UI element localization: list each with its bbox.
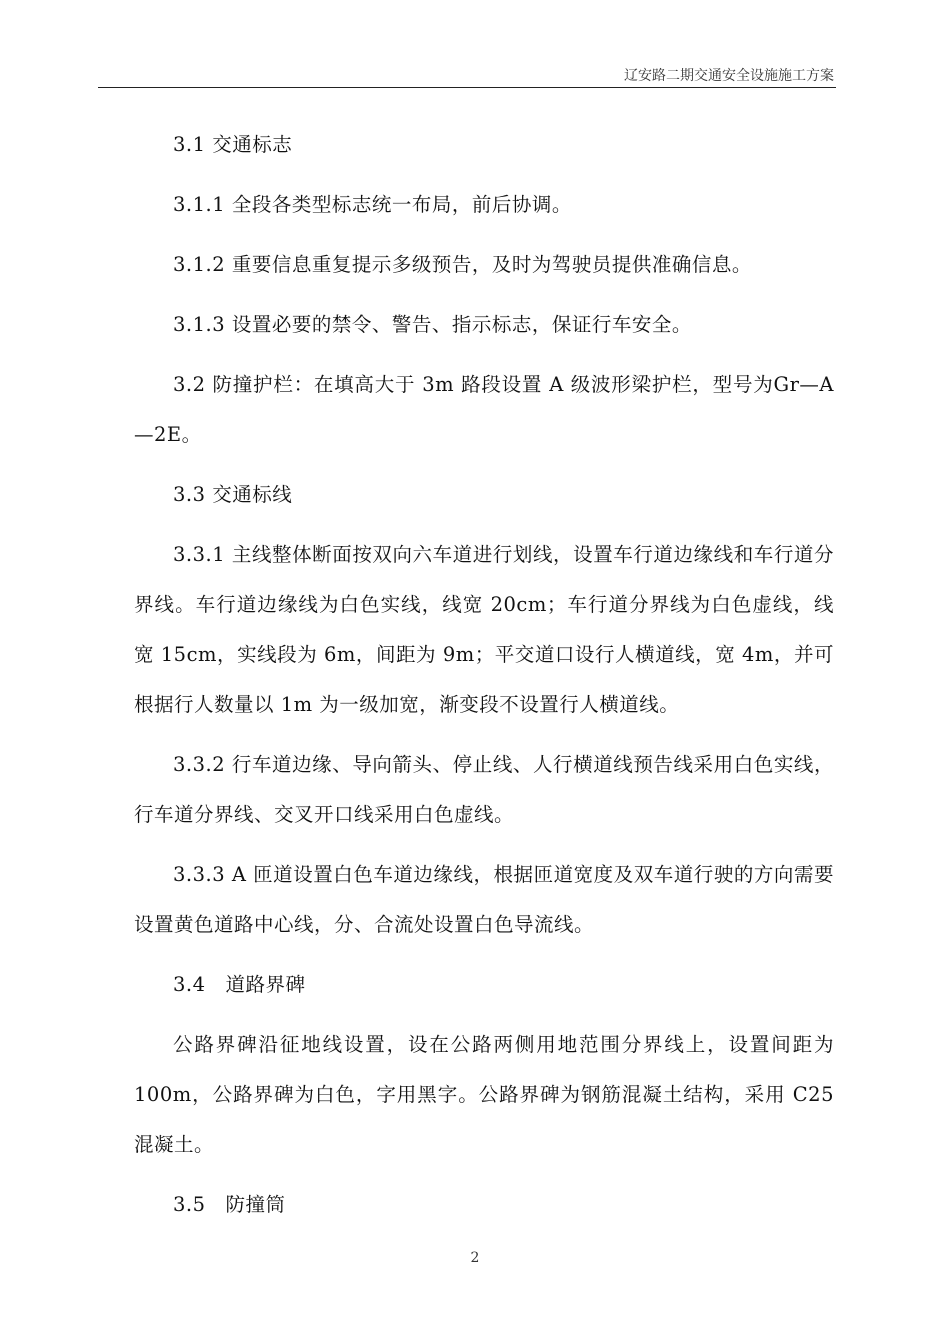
- document-body: [134, 120, 834, 1240]
- heading-3-5: 3.5 防撞筒: [173, 1193, 286, 1216]
- header-title: 辽安路二期交通安全设施施工方案: [624, 68, 834, 84]
- paragraph-3-3-3: 3.3.3 A 匝道设置白色车道边缘线，根据匝道宽度及双车道行驶的方向需要设置黄色道路中心线，分、合流处设置白色导流线。: [134, 863, 834, 936]
- page-header: [98, 62, 836, 88]
- paragraph-3-1-3: 3.1.3 设置必要的禁令、警告、指示标志，保证行车安全。: [173, 313, 692, 336]
- paragraph-3-2: 3.2 防撞护栏：在填高大于 3m 路段设置 A 级波形梁护栏，型号为Gr—A—2E。: [134, 373, 834, 446]
- page-number: 2: [470, 1250, 480, 1266]
- paragraph-3-1-2: 3.1.2 重要信息重复提示多级预告，及时为驾驶员提供准确信息。: [173, 253, 752, 276]
- paragraph-boundary-markers: 公路界碑沿征地线设置，设在公路两侧用地范围分界线上，设置间距为 100m，公路界碑为白色，字用黑字。公路界碑为钢筋混凝土结构，采用 C25 混凝土。: [134, 1033, 834, 1156]
- heading-3-3: 3.3 交通标线: [173, 483, 293, 506]
- paragraph-3-3-2: 3.3.2 行车道边缘、导向箭头、停止线、人行横道线预告线采用白色实线，行车道分界线、交叉开口线采用白色虚线。: [134, 753, 834, 826]
- heading-3-4: 3.4 道路界碑: [173, 973, 306, 996]
- paragraph-3-1-1: 3.1.1 全段各类型标志统一布局，前后协调。: [173, 193, 572, 216]
- heading-3-1: 3.1 交通标志: [173, 133, 293, 156]
- paragraph-3-3-1: 3.3.1 主线整体断面按双向六车道进行划线，设置车行道边缘线和车行道分界线。车行道边缘线为白色实线，线宽 20cm；车行道分界线为白色虚线，线宽 15cm，实线段为 6m，间距为 9m；平交道口设行人横道线，宽 4m，并可根据行人数量以 1m 为一级加宽，渐变段不设置行人横道线。: [134, 543, 834, 716]
